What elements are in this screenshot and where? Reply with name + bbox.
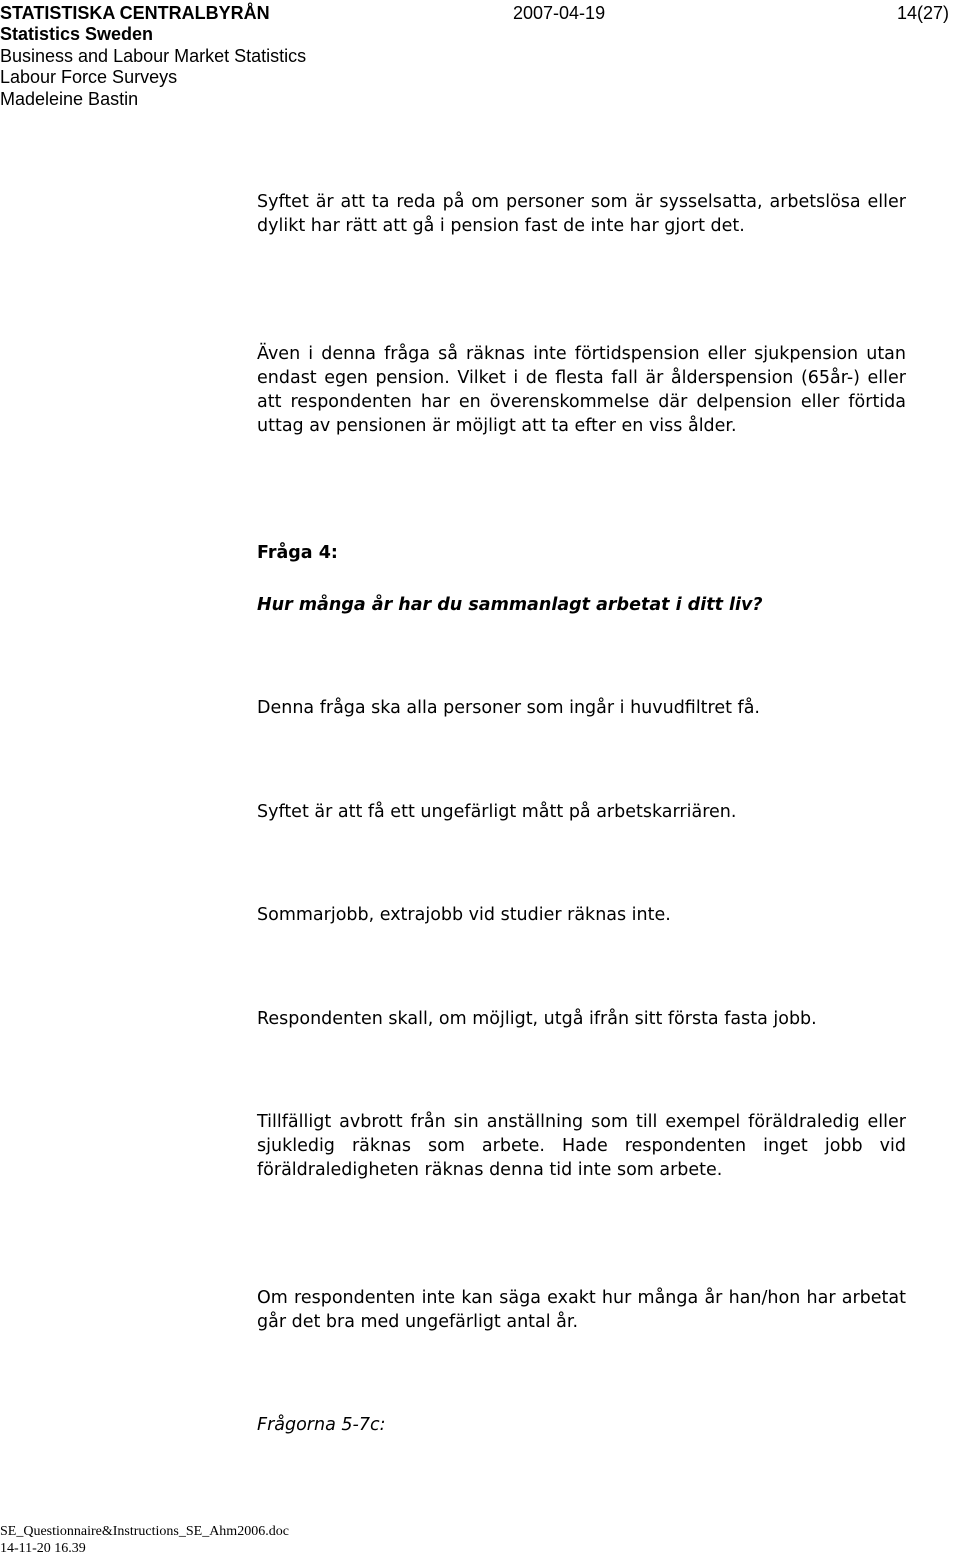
- paragraph-estimate: Om respondenten inte kan säga exakt hur många år han/hon har arbetat går det bra med ungefärligt antal år.: [257, 1288, 906, 1332]
- line-filter: Denna fråga ska alla personer som ingår i huvudfiltret få.: [257, 698, 760, 718]
- agency-english-name: Statistics Sweden: [0, 24, 154, 44]
- footer-filename: SE_Questionnaire&Instructions_SE_Ahm2006.doc: [0, 1524, 289, 1539]
- paragraph-purpose: Syftet är att ta reda på om personer som är sysselsatta, arbetslösa eller dylikt har rätt att gå i pension fast de inte har gjort det.: [257, 192, 906, 236]
- next-questions-heading: Frågorna 5-7c:: [257, 1415, 386, 1435]
- line-first-job: Respondenten skall, om möjligt, utgå ifrån sitt första fasta jobb.: [257, 1009, 817, 1029]
- line-aim: Syftet är att få ett ungefärligt mått på arbetskarriären.: [257, 802, 737, 822]
- question-text: Hur många år har du sammanlagt arbetat i ditt liv?: [257, 595, 763, 615]
- paragraph-temporary-break: Tillfälligt avbrott från sin anställning som till exempel föräldraledig eller sjukledig räknas som arbete. Hade respondenten inget jobb vid föräldraledigheten räknas denna tid inte som arbete.: [257, 1112, 906, 1180]
- unit-name: Labour Force Surveys: [0, 67, 178, 87]
- agency-name: STATISTISKA CENTRALBYRÅN: [0, 3, 270, 23]
- author-name: Madeleine Bastin: [0, 88, 139, 109]
- question-heading: Fråga 4:: [257, 543, 338, 563]
- document-date: 2007-04-19: [513, 3, 606, 23]
- footer-timestamp: 14-11-20 16.39: [0, 1541, 86, 1556]
- line-summer-jobs: Sommarjobb, extrajobb vid studier räknas inte.: [257, 905, 671, 925]
- department-name: Business and Labour Market Statistics: [0, 45, 307, 66]
- paragraph-pension-rules: Även i denna fråga så räknas inte förtidspension eller sjukpension utan endast egen pension. Vilket i de flesta fall är ålderspension (65år-) eller att respondenten har en överenskommelse där delpension eller förtida uttag av pensionen är möjligt att ta efter en viss ålder.: [257, 344, 906, 436]
- page-number: 14(27): [897, 3, 950, 23]
